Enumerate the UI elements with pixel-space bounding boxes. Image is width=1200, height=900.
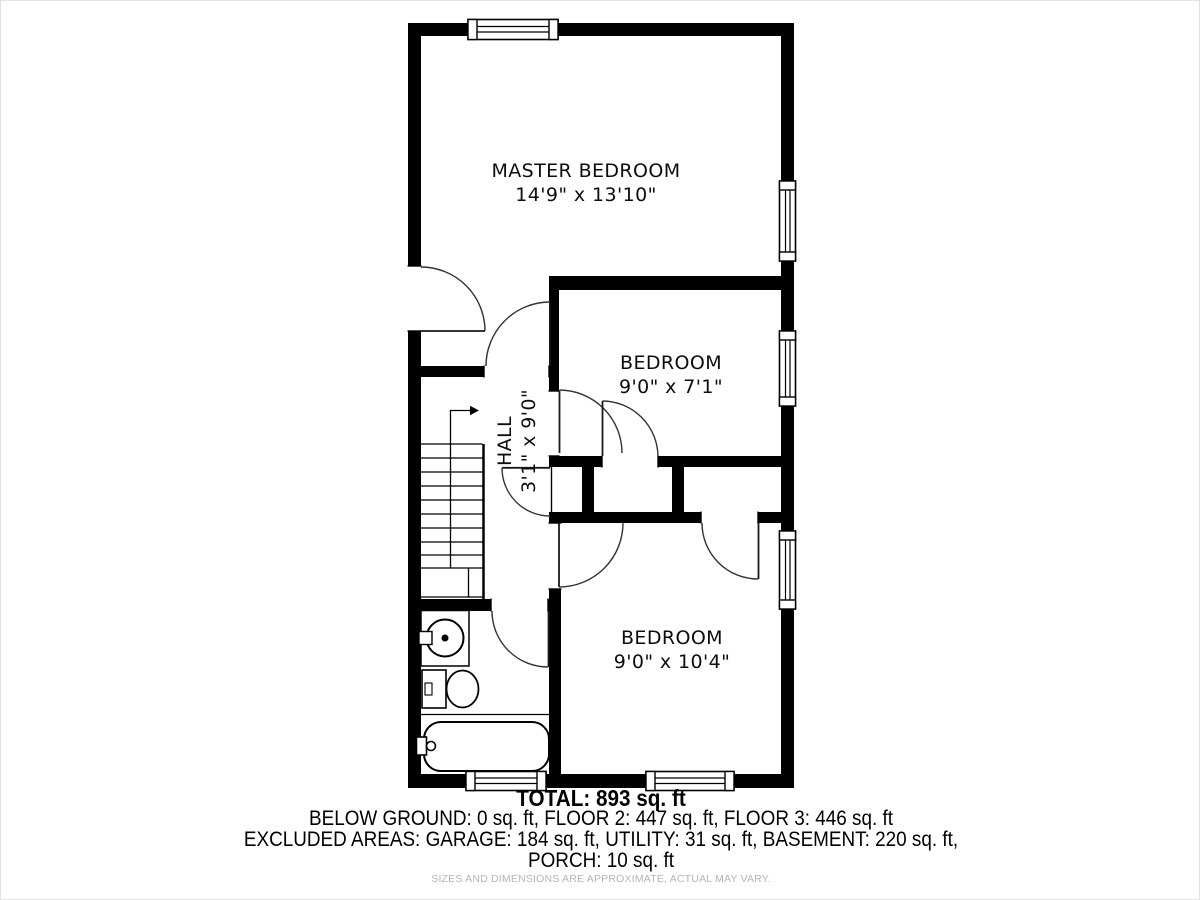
room-dims: 9'0" x 10'4" [613,651,731,673]
room-label-hall [493,389,541,493]
stairs-direction-arrow [451,406,480,415]
window-right-bedroom2 [780,331,796,406]
room-dims: 3'1" x 9'0" [518,388,540,494]
room-name: BEDROOM [620,352,722,374]
disclaimer-text: SIZES AND DIMENSIONS ARE APPROXIMATE, ACTUAL MAY VARY. [431,873,771,885]
room-name: HALL [494,415,516,467]
door-jambs [408,266,759,612]
staircase [420,410,484,599]
total-area-text: TOTAL: 893 sq. ft [516,785,686,811]
room-dims: 9'0" x 7'1" [618,376,724,398]
room-label-bedroom2 [619,351,723,399]
sink-faucet [419,632,432,645]
toilet-bowl [447,671,479,708]
door-bedroom3 [559,523,623,587]
room-label-master-bedroom [491,159,680,207]
window-right-master [780,181,796,261]
door-bedroom3-closet [702,523,759,579]
tub-faucet-base [417,737,427,755]
door-openings [408,266,759,612]
floor-areas-text: BELOW GROUND: 0 sq. ft, FLOOR 2: 447 sq. ft, FLOOR 3: 446 sq. ft [308,807,893,830]
toilet-flush [425,683,432,695]
window-right-bedroom3 [780,531,796,609]
tub-faucet [427,742,436,751]
excluded-areas-text-2: PORCH: 10 sq. ft [528,849,674,872]
room-dims: 14'9" x 13'10" [515,184,657,206]
floor-plan-drawing [1,1,1200,900]
door-hall-to-master [486,302,550,366]
excluded-areas-text: EXCLUDED AREAS: GARAGE: 184 sq. ft, UTILITY: 31 sq. ft, BASEMENT: 220 sq. ft, [243,828,959,851]
room-label-bedroom3 [614,626,731,674]
door-bathroom [492,611,549,667]
bathtub [424,722,549,771]
room-name: BEDROOM [621,627,723,649]
door-bedroom2 [560,390,623,453]
room-name: MASTER BEDROOM [491,160,681,182]
door-bedroom2-closet [603,401,659,457]
window-top-master [468,20,558,40]
bathroom-fixtures [417,611,550,772]
sink-drain [442,635,449,642]
door-master-entry [421,267,485,331]
